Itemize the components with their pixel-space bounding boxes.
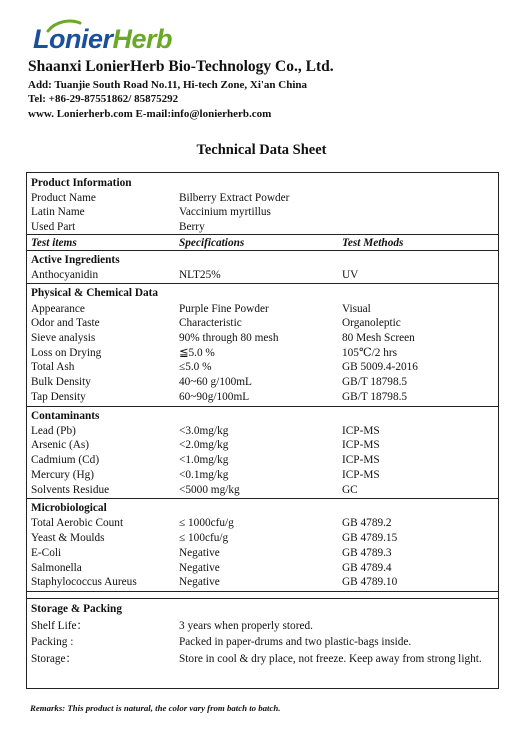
company-tel: Tel: +86-29-87551862/ 85875292 (28, 93, 179, 105)
test-specification: <0.1mg/kg (179, 468, 229, 481)
section-heading: Microbiological (31, 502, 107, 515)
test-method: GB 4789.2 (342, 517, 392, 530)
test-item: Total Aerobic Count (31, 517, 124, 530)
section-heading-storage-packing: Storage & Packing (31, 602, 122, 615)
logo-text-lonier: Lonier (33, 24, 113, 54)
test-specification: ≤ 1000cfu/g (179, 517, 234, 530)
test-specification: ≤ 100cfu/g (179, 532, 229, 545)
section-divider (27, 498, 498, 499)
storage-label: Shelf Life： (31, 619, 88, 632)
test-method: UV (342, 268, 359, 281)
test-item: Arsenic (As) (31, 439, 90, 452)
test-method: 105℃/2 hrs (342, 346, 398, 359)
test-item: Loss on Drying (31, 346, 102, 359)
divider (27, 234, 498, 235)
test-specification: 90% through 80 mesh (179, 332, 279, 344)
test-item: Lead (Pb) (31, 424, 76, 437)
company-address: Add: Tuanjie South Road No.11, Hi-tech Zone, Xi'an China (28, 79, 308, 91)
column-header-test-items: Test items (31, 236, 77, 249)
test-specification: <1.0mg/kg (179, 454, 229, 467)
product-info-value: Bilberry Extract Powder (179, 191, 290, 204)
test-method: GB 4789.3 (342, 546, 392, 559)
product-info-label: Latin Name (31, 206, 85, 219)
test-specification: Negative (179, 561, 220, 574)
test-method: GB 4789.4 (342, 561, 392, 574)
test-method: GB/T 18798.5 (342, 390, 408, 403)
logo-text-herb: Herb (112, 24, 173, 54)
column-header-specifications: Specifications (179, 236, 245, 249)
test-method: ICP-MS (342, 468, 380, 481)
test-method: GB 4789.15 (342, 532, 398, 545)
section-divider (27, 591, 498, 592)
test-specification: Purple Fine Powder (179, 302, 269, 315)
section-divider (27, 598, 498, 599)
test-method: Visual (342, 302, 371, 315)
test-item: Yeast & Moulds (31, 532, 105, 545)
product-info-value: Berry (179, 221, 205, 234)
test-specification: ≦5.0 % (179, 346, 215, 359)
storage-value: Packed in paper-drums and two plastic-bags inside. (179, 636, 412, 649)
test-item: Bulk Density (31, 376, 91, 389)
test-specification: <3.0mg/kg (179, 424, 229, 437)
test-item: Solvents Residue (31, 483, 110, 496)
divider (27, 250, 498, 251)
test-item: Appearance (31, 302, 85, 315)
test-specification: ≤5.0 % (179, 361, 212, 374)
test-method: GB 4789.10 (342, 576, 398, 589)
tds-table (26, 172, 499, 689)
storage-label: Storage： (31, 653, 77, 665)
test-specification: Negative (179, 546, 220, 559)
test-method: GC (342, 483, 358, 496)
company-web-email: www. Lonierherb.com E-mail:info@lonierherb.com (28, 108, 272, 120)
test-item: Anthocyanidin (31, 268, 99, 281)
test-specification: 60~90g/100mL (179, 390, 250, 403)
product-info-label: Used Part (31, 221, 76, 234)
test-item: E-Coli (31, 546, 62, 559)
product-info-label: Product Name (31, 191, 96, 204)
test-specification: <2.0mg/kg (179, 439, 229, 452)
test-specification: NLT25% (179, 268, 221, 281)
test-item: Odor and Taste (31, 317, 100, 330)
test-specification: 40~60 g/100mL (179, 376, 252, 389)
product-info-value: Vaccinium myrtillus (179, 206, 271, 219)
column-header-test-methods: Test Methods (342, 236, 404, 249)
test-method: GB/T 18798.5 (342, 376, 408, 389)
section-heading: Contaminants (31, 409, 100, 422)
test-method: GB 5009.4-2016 (342, 361, 418, 374)
test-item: Staphylococcus Aureus (31, 576, 137, 589)
test-item: Cadmium (Cd) (31, 454, 100, 467)
test-method: ICP-MS (342, 424, 380, 437)
test-method: ICP-MS (342, 439, 380, 452)
document-title: Technical Data Sheet (196, 142, 327, 158)
test-specification: Negative (179, 576, 220, 589)
section-divider (27, 406, 498, 407)
test-specification: Characteristic (179, 317, 242, 330)
company-name: Shaanxi LonierHerb Bio-Technology Co., Ltd. (28, 58, 334, 75)
test-item: Tap Density (31, 390, 86, 403)
remarks-note: Remarks: This product is natural, the color vary from batch to batch. (30, 703, 281, 713)
section-heading: Physical & Chemical Data (31, 287, 159, 300)
storage-value: 3 years when properly stored. (179, 619, 313, 632)
section-heading-product-information: Product Information (31, 177, 132, 189)
test-specification: <5000 mg/kg (179, 483, 240, 496)
company-logo (33, 26, 172, 53)
test-item: Salmonella (31, 561, 82, 574)
test-method: ICP-MS (342, 454, 380, 467)
storage-label: Packing : (31, 636, 74, 649)
test-method: 80 Mesh Screen (342, 332, 415, 344)
test-method: Organoleptic (342, 317, 401, 330)
test-item: Mercury (Hg) (31, 468, 95, 481)
section-divider (27, 283, 498, 284)
test-item: Sieve analysis (31, 332, 96, 344)
storage-value: Store in cool & dry place, not freeze. Keep away from strong light. (179, 653, 482, 665)
section-heading: Active Ingredients (31, 253, 120, 266)
test-item: Total Ash (31, 361, 75, 374)
